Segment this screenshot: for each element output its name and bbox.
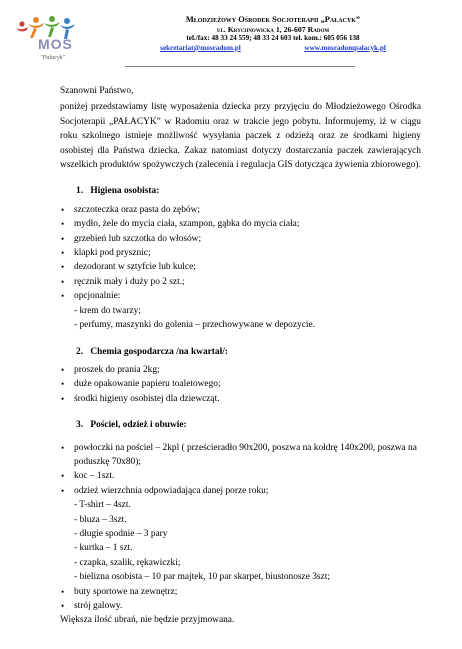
section-heading [60, 418, 421, 432]
intro-paragraph: poniżej przedstawiamy listę wyposażenia dziecka przy przyjęciu do Młodzieżowego Ośrodka Socjoterapii „PAŁACYK” w Radomiu oraz w trakcie jego pobytu. Informujemy, iż w ciągu roku szkolnego istnieje możliwość wysyłania paczek z odzieżą oraz ze środkami higieny osobistej dla Państwa dziecka. Zakaz natomiast dotyczy dostarczania paczek zawierających wszelkich produktów spożywczych (zalecenia i regulacja GIS dotycząca żywienia zbiorowego). [60, 102, 421, 171]
institution-contacts [96, 44, 450, 54]
sub-item: - długie spodnie – 3 pary [74, 528, 168, 539]
bullet-list [60, 203, 421, 304]
letter-body [60, 84, 421, 628]
list-item: • środki higieny osobistej dla dziewcząt. [60, 392, 421, 406]
logo-subtitle: "Pałacyk" [40, 54, 66, 61]
list-item: • buty sportowe na zewnętrz; [60, 585, 421, 599]
sub-item: - perfumy, maszynki do golenia – przechowywane w depozycie. [74, 320, 315, 331]
institution-name: Młodzieżowy Ośrodek Socjoterapii „Pałacyk” [185, 15, 361, 24]
list-item: • szczoteczka oraz pasta do zębów; [60, 203, 421, 217]
section-number: 2. [76, 346, 84, 357]
list-item: • dezodorant w sztyfcie lub kulce; [60, 260, 421, 274]
website-link[interactable]: www.mosradompalacyk.pl [304, 43, 386, 52]
sub-item: - bluza – 3szt. [74, 514, 127, 525]
section-heading [60, 345, 421, 359]
institution-address: ul. Krychnowicka 1, 26-607 Radom [216, 24, 330, 34]
section-number: 3. [76, 420, 84, 431]
list-item: • powłoczki na pościel – 2kpl ( prześcieradło 90x200, poszwa na kołdrę 140x200, poszwa na poduszkę 70x80); [60, 441, 421, 470]
section-title: Higiena osobista: [90, 186, 160, 197]
sub-item: - czapka, szalik, rękawiczki; [74, 557, 181, 568]
list-item: • strój galowy. [60, 599, 421, 613]
section-title: Chemia gospodarcza /na kwartał/: [90, 346, 228, 357]
list-item: • odzież wierzchnia odpowiadająca danej porze roku; [60, 484, 421, 498]
institution-phones: tel./fax: 48 33 24 559; 48 33 24 603 tel. kom.: 605 056 138 [186, 34, 360, 43]
list-item: • opcjonalnie: [60, 289, 421, 303]
sub-item: - krem do twarzy; [74, 305, 141, 316]
sub-item: - kurtka – 1 szt. [74, 543, 133, 554]
list-item: • mydło, żele do mycia ciała, szampon, gąbka do mycia ciała; [60, 217, 421, 231]
list-item: • proszek do prania 2kg; [60, 363, 421, 377]
list-item: • duże opakowanie papieru toaletowego; [60, 377, 421, 391]
sub-item: - bielizna osobista – 10 par majtek, 10 par skarpet, biustonosze 3szt; [74, 572, 330, 583]
sub-item: - T-shirt – 4szt. [74, 500, 131, 511]
section-title: Pościel, odzież i obuwie: [90, 420, 187, 431]
closing-note: Większa ilość ubrań, nie będzie przyjmowana. [60, 615, 235, 626]
header-divider [125, 66, 355, 67]
salutation: Szanowni Państwo, [60, 86, 134, 96]
bullet-list [60, 585, 421, 614]
list-item: • koc – 1szt. [60, 469, 421, 483]
list-item: • grzebień lub szczotka do włosów; [60, 232, 421, 246]
list-item: • klapki pod prysznic; [60, 246, 421, 260]
bullet-list [60, 363, 421, 406]
logo-name: MOS [38, 36, 73, 52]
section-heading [60, 184, 421, 198]
letterhead [96, 15, 450, 53]
section-number: 1. [76, 186, 84, 197]
list-item: • ręcznik mały i duży po 2 szt.; [60, 275, 421, 289]
email-link[interactable]: sekretariat@mosradom.pl [160, 43, 241, 52]
bullet-list [60, 441, 421, 499]
